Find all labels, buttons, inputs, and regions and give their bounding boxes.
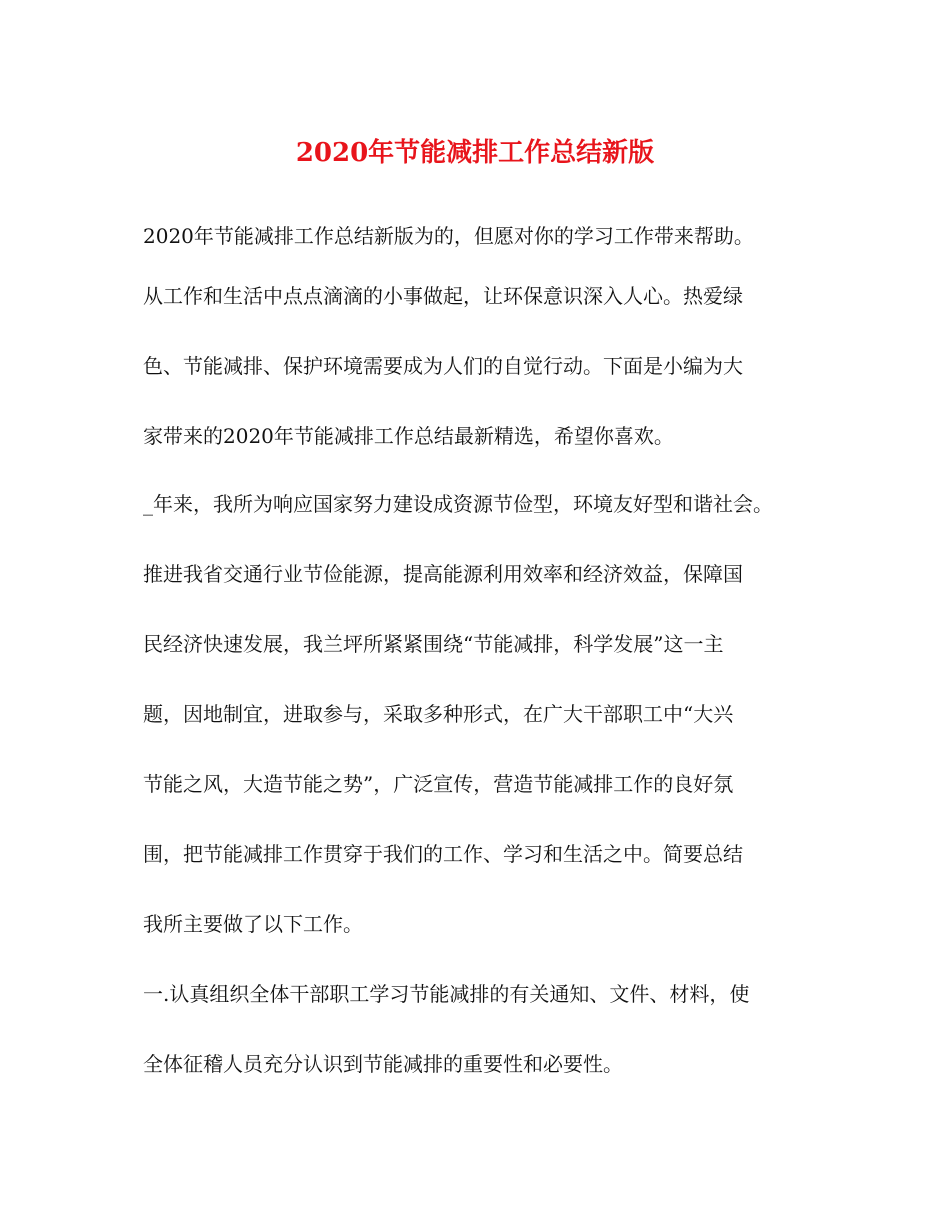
text-line: 2020年节能减排工作总结新版为的，但愿对你的学习工作带来帮助。 bbox=[143, 224, 754, 248]
text-line: 我所主要做了以下工作。 bbox=[143, 912, 363, 936]
text-line: _年来，我所为响应国家努力建设成资源节俭型，环境友好型和谐社会。 bbox=[143, 492, 773, 516]
text-line: 家带来的2020年节能减排工作总结最新精选，希望你喜欢。 bbox=[143, 424, 674, 448]
text-line: 色、节能减排、保护环境需要成为人们的自觉行动。下面是小编为大 bbox=[143, 354, 743, 378]
text-line: 一.认真组织全体干部职工学习节能减排的有关通知、文件、材料，使 bbox=[143, 982, 750, 1006]
text-line: 民经济快速发展，我兰坪所紧紧围绕“节能减排，科学发展”这一主 bbox=[143, 632, 724, 656]
text-line: 围，把节能减排工作贯穿于我们的工作、学习和生活之中。简要总结 bbox=[143, 842, 743, 866]
document-title: 2020年节能减排工作总结新版 bbox=[295, 138, 655, 168]
text-line: 全体征稽人员充分认识到节能减排的重要性和必要性。 bbox=[143, 1052, 623, 1076]
text-line: 题，因地制宜，进取参与，采取多种形式，在广大干部职工中“大兴 bbox=[143, 702, 734, 726]
text-line: 节能之风，大造节能之势”，广泛宣传，营造节能减排工作的良好氛 bbox=[143, 772, 734, 796]
text-line: 推进我省交通行业节俭能源，提高能源利用效率和经济效益，保障国 bbox=[143, 562, 743, 586]
text-line: 从工作和生活中点点滴滴的小事做起，让环保意识深入人心。热爱绿 bbox=[143, 284, 743, 308]
